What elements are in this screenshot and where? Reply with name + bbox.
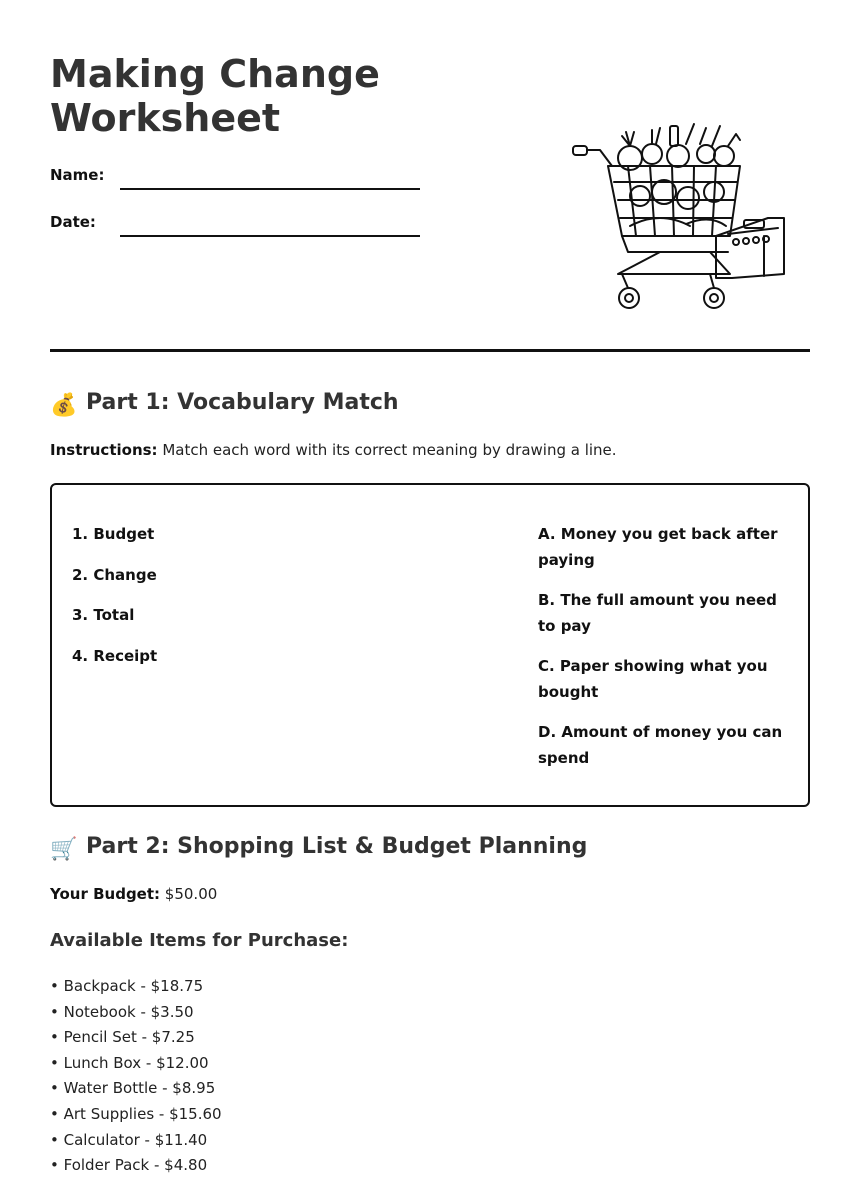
vocab-word[interactable]: 4. Receipt <box>72 646 158 665</box>
vocab-meaning[interactable]: C. Paper showing what you bought <box>538 657 768 701</box>
budget-value: $50.00 <box>160 885 218 903</box>
budget-line <box>50 885 217 903</box>
instructions-label: Instructions: <box>50 441 158 459</box>
vocab-meanings-column <box>538 521 788 785</box>
vocab-meaning[interactable]: A. Money you get back after paying <box>538 525 778 569</box>
date-label: Date: <box>50 213 96 231</box>
list-item: • Art Supplies - $15.60 <box>50 1104 222 1123</box>
list-item: • Folder Pack - $4.80 <box>50 1156 208 1175</box>
date-line[interactable] <box>120 221 420 237</box>
instructions-text: Match each word with its correct meaning by drawing a line. <box>157 441 617 459</box>
shopping-cart-illustration-icon <box>560 118 800 318</box>
vocab-word[interactable]: 1. Budget <box>72 525 155 543</box>
list-item: • Calculator - $11.40 <box>50 1130 208 1149</box>
part2-title: Part 2: Shopping List & Budget Planning <box>86 834 588 859</box>
part1-heading <box>50 390 399 418</box>
shopping-cart-icon: 🛒 <box>50 837 78 862</box>
part1-title: Part 1: Vocabulary Match <box>86 390 399 415</box>
vocab-word[interactable]: 3. Total <box>72 606 135 624</box>
items-heading: Available Items for Purchase: <box>50 930 349 951</box>
part2-heading <box>50 834 587 862</box>
vocab-word[interactable]: 2. Change <box>72 565 157 584</box>
vocab-meaning[interactable]: B. The full amount you need to pay <box>538 591 777 635</box>
vocab-meaning[interactable]: D. Amount of money you can spend <box>538 723 783 767</box>
name-label: Name: <box>50 166 105 184</box>
header-divider <box>50 349 810 352</box>
part1-instructions <box>50 441 617 459</box>
money-bag-icon: 💰 <box>50 393 78 418</box>
budget-label: Your Budget: <box>50 885 161 903</box>
list-item: • Backpack - $18.75 <box>50 977 204 995</box>
list-item: • Lunch Box - $12.00 <box>50 1053 209 1072</box>
items-list <box>50 974 450 1175</box>
vocab-words-column <box>72 521 372 683</box>
list-item: • Pencil Set - $7.25 <box>50 1028 195 1047</box>
name-line[interactable] <box>120 174 420 190</box>
list-item: • Notebook - $3.50 <box>50 1002 194 1021</box>
list-item: • Water Bottle - $8.95 <box>50 1079 216 1098</box>
worksheet-title: Making Change Worksheet <box>50 52 380 140</box>
vocabulary-match-box <box>50 483 810 807</box>
